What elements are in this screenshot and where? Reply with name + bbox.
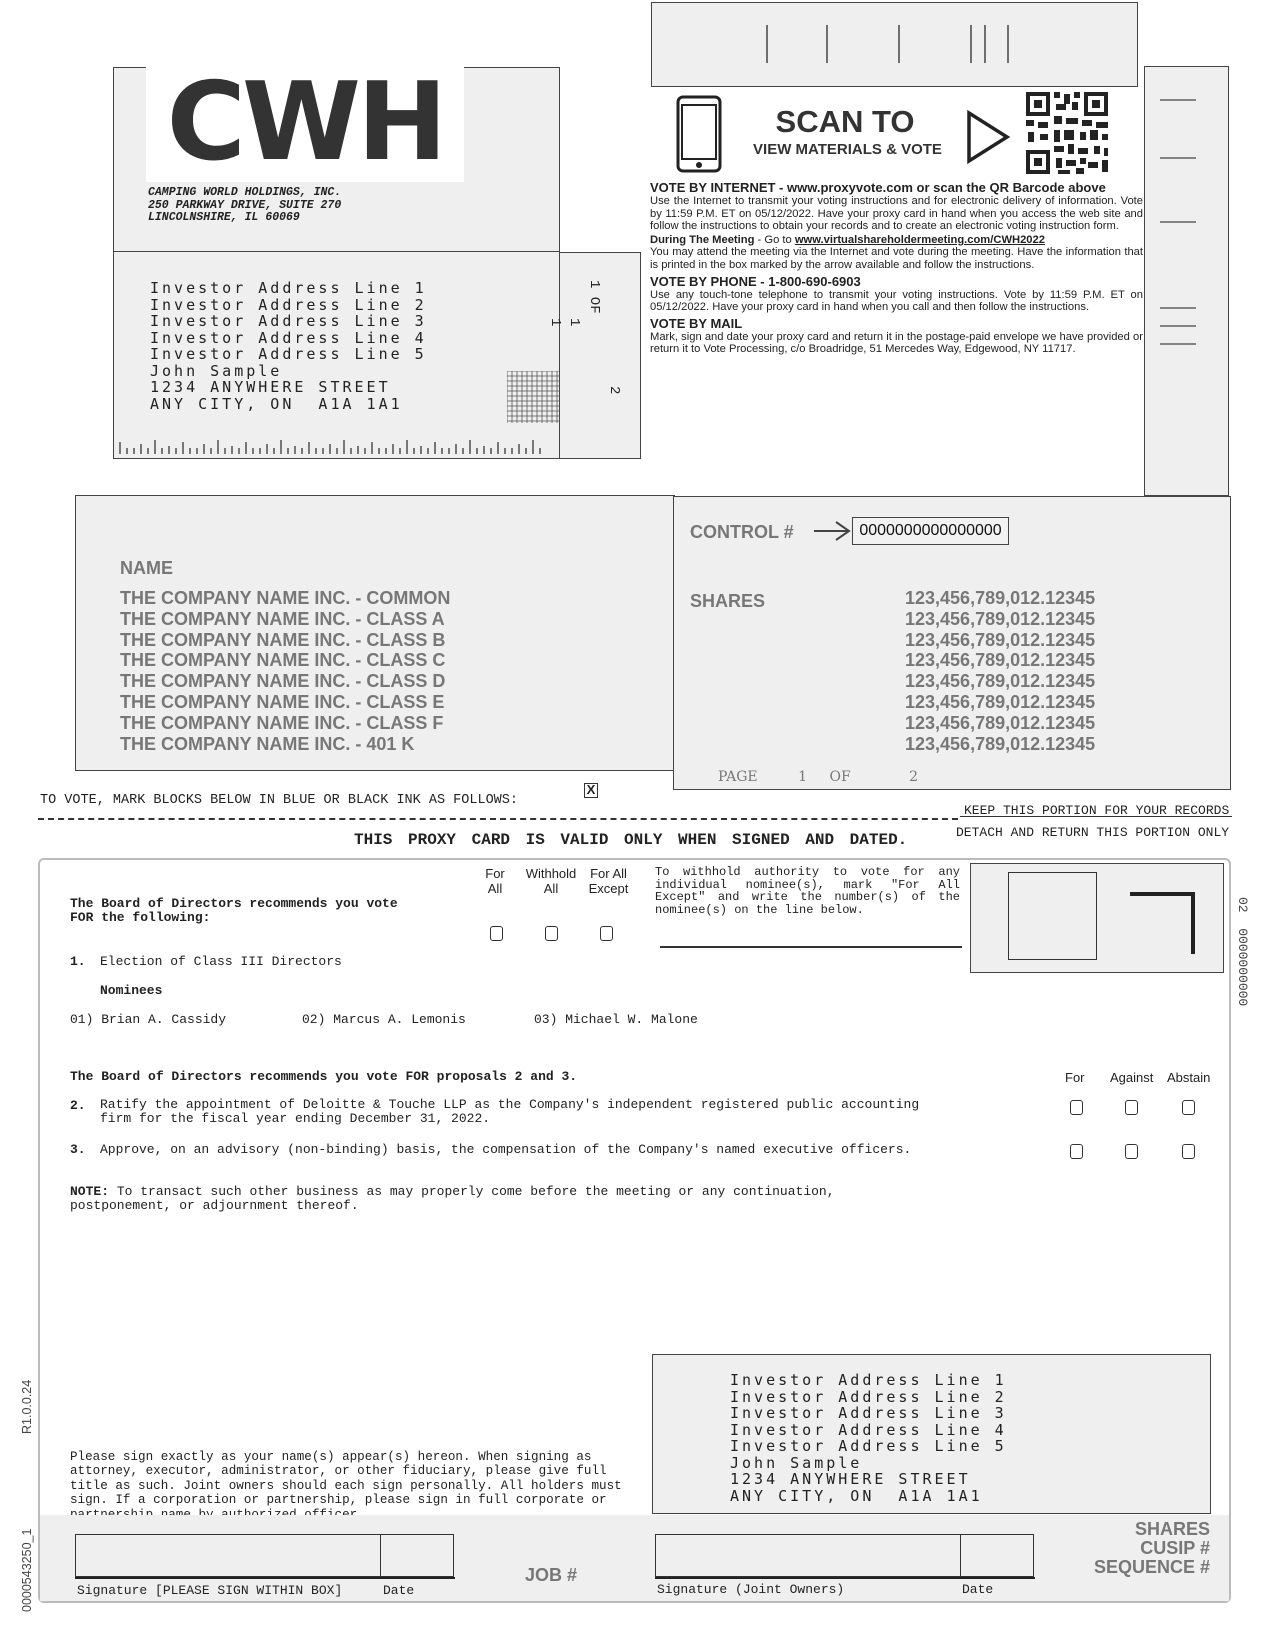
item-3-abstain-checkbox[interactable] [1182,1144,1195,1159]
meta-shares: SHARES [1134,1519,1210,1539]
investor-line: Investor Address Line 4 [150,328,427,347]
holding-names [120,588,450,754]
control-label: CONTROL # [690,522,794,542]
control-number: 0000000000000000 [859,522,1002,539]
withhold-note: To withhold authority to vote for any individual nominee(s), mark "For All Except" and write the number(s) of the nominee(s) on the line below. [655,865,960,917]
arrow-right-icon [812,520,852,542]
return-portion-text: DETACH AND RETURN THIS PORTION ONLY [956,825,1230,840]
company-address-2: LINCOLNSHIRE, IL 60069 [148,211,300,224]
share-amount: 123,456,789,012.12345 [905,629,1096,650]
holding-name: THE COMPANY NAME INC. - CLASS C [120,650,446,671]
for-all-checkbox[interactable] [490,926,503,941]
investor-line: ANY CITY, ON A1A 1A1 [150,394,403,413]
holding-name: THE COMPANY NAME INC. - COMMON [120,588,451,608]
item-2-for-checkbox[interactable] [1070,1100,1083,1115]
shares-label: SHARES [690,591,766,611]
col-for-all: For All [485,866,505,896]
col-for: For [1065,1070,1085,1085]
company-name: CAMPING WORLD HOLDINGS, INC. [148,186,342,199]
share-amount: 123,456,789,012.12345 [905,733,1096,754]
scan-title: SCAN TO [775,104,915,139]
signature-label: Signature [PLEASE SIGN WITHIN BOX] [77,1583,343,1598]
investor-line: Investor Address Line 1 [730,1371,1007,1389]
item-1-number: 1. [70,954,86,969]
investor-line: Investor Address Line 3 [730,1404,1007,1422]
note-label: NOTE: [70,1184,110,1199]
page-indicator [718,769,918,785]
share-amount: 123,456,789,012.12345 [905,650,1096,671]
share-amount: 123,456,789,012.12345 [905,671,1096,692]
col-against: Against [1110,1070,1154,1085]
meeting-heading: During The Meeting [650,233,755,246]
date-box[interactable] [380,1534,454,1577]
detach-line [38,818,958,820]
internet-body: Use the Internet to transmit your voting instructions and for electronic delivery of information. Vote by 11:59 P.M. ET on 05/12/2022. Have your proxy card in hand when you access the web site and follow the instructions to obtain your records and to create an electronic voting instruction form. [650,195,1143,233]
sig2-underline [655,1577,1035,1579]
page-of: OF [829,769,851,785]
meta-labels [1050,1520,1210,1577]
right-margin-lines [1160,90,1200,350]
share-amount: 123,456,789,012.12345 [905,691,1096,712]
nominee-1: 01) Brian A. Cassidy [70,1012,227,1027]
logo-text: CWH [166,60,444,185]
item-3-number: 3. [70,1142,86,1157]
holding-name: THE COMPANY NAME INC. - CLASS F [120,712,444,733]
meeting-url-link[interactable]: www.virtualshareholdermeeting.com/CWH2022 [794,233,1045,246]
col-withhold-all: Withhold All [525,866,577,896]
phone-heading: VOTE BY PHONE - 1-800-690-6903 [650,273,861,289]
voting-instructions [650,180,1143,356]
signing-instructions: Please sign exactly as your name(s) appear(s) hereon. When signing as attorney, executor, administrator, or other fiduciary, please give full title as such. Joint owners should each sign personally. All holders must sign. If a corporation or partnership, please sign in full corporate or [70,1450,622,1508]
share-amounts [905,588,1095,754]
investor-line: 1234 ANYWHERE STREET [150,378,391,396]
name-label: NAME [120,558,173,578]
valid-notice: THIS PROXY CARD IS VALID ONLY WHEN SIGNED AND DATED. [354,831,908,849]
sig1-underline [75,1577,455,1579]
company-logo [146,60,464,185]
share-amount: 123,456,789,012.12345 [905,608,1096,629]
inner-square [1008,872,1097,960]
phone-icon [676,95,722,173]
play-arrow-icon [965,109,1011,165]
item-3-text: Approve, on an advisory (non-binding) basis, the compensation of the Company's named executive officers. [100,1142,912,1157]
item-2-number: 2. [70,1098,86,1113]
control-number-box [852,517,1009,545]
note [70,1185,920,1213]
investor-line: Investor Address Line 3 [150,312,427,330]
meeting-body: You may attend the meeting via the Internet and vote during the meeting. Have the information that is printed in the box marked by the arrow available and follow the instructions. [650,246,1143,271]
right-vertical-code: 02 0000000000 [1235,897,1250,1007]
withhold-write-line[interactable] [660,946,962,948]
investor-line: Investor Address Line 1 [150,279,427,297]
investor-line: Investor Address Line 4 [730,1420,1007,1439]
corner-mark [1130,891,1196,955]
holding-name: THE COMPANY NAME INC. - CLASS E [120,691,445,712]
page-number: 1 [798,769,808,785]
holding-name: THE COMPANY NAME INC. - 401 K [120,733,415,754]
nominee-2: 02) Marcus A. Lemonis [302,1012,466,1027]
mail-body: Mark, sign and date your proxy card and return it in the postage-paid envelope we have provided or return it to Vote Processing, c/o Broadridge, 51 Mercedes Way, Edgewood, NY 11717. [650,330,1143,356]
left-vertical-code-1: 0000543250_1 [20,1528,34,1612]
side-mark-b: 1 [566,318,582,327]
grid-mark [507,371,559,423]
item-3-against-checkbox[interactable] [1125,1144,1138,1159]
share-amount: 123,456,789,012.12345 [905,588,1096,608]
keep-portion-text: KEEP THIS PORTION FOR YOUR RECORDS [964,803,1230,818]
share-amount: 123,456,789,012.12345 [905,712,1096,733]
meta-sequence: SEQUENCE # [1093,1557,1210,1577]
joint-date-box[interactable] [960,1534,1034,1577]
for-all-except-checkbox[interactable] [600,926,613,941]
page-label: PAGE [718,769,758,785]
mark-instruction: TO VOTE, MARK BLOCKS BELOW IN BLUE OR BLACK INK AS FOLLOWS: [40,793,518,808]
holding-name: THE COMPANY NAME INC. - CLASS A [120,608,445,629]
investor-line: Investor Address Line 2 [730,1387,1007,1406]
mail-heading: VOTE BY MAIL [650,315,743,331]
side-mark-a: 1 OF [586,280,602,314]
item-3-for-checkbox[interactable] [1070,1144,1083,1159]
scan-subtitle: VIEW MATERIALS & VOTE [753,141,942,158]
nominee-3: 03) Michael W. Malone [534,1012,698,1027]
recommendation-2: The Board of Directors recommends you vote FOR proposals 2 and 3. [70,1069,578,1084]
company-return-address [148,187,341,225]
item-2-against-checkbox[interactable] [1125,1100,1138,1115]
nominees-label: Nominees [100,983,163,998]
left-vertical-code-2: R1.0.0.24 [20,1379,34,1434]
investor-line: John Sample [730,1453,863,1472]
joint-signature-box[interactable] [655,1534,961,1577]
investor-line: John Sample [150,361,283,380]
note-text: To transact such other business as may properly come before the meeting or any continuation, postponement, or adjournment thereof. [70,1184,835,1213]
investor-line: Investor Address Line 2 [150,295,427,314]
withhold-all-checkbox[interactable] [545,926,558,941]
date-label: Date [383,1583,415,1598]
job-number-label: JOB # [525,1565,578,1585]
joint-date-label: Date [962,1582,994,1597]
mark-example: X [586,782,596,797]
item-1-text: Election of Class III Directors [100,954,342,969]
col-abstain: Abstain [1167,1070,1211,1085]
signature-box[interactable] [75,1534,381,1577]
investor-address-top [150,280,427,412]
item-2-text: Ratify the appointment of Deloitte & Touche LLP as the Company's independent registered public accounting firm for the fiscal year ending December 31, 2022. [100,1097,920,1126]
qr-code-icon[interactable] [1024,90,1110,176]
investor-line: 1234 ANYWHERE STREET [730,1470,971,1488]
investor-line: Investor Address Line 5 [730,1437,1007,1455]
internet-heading: VOTE BY INTERNET - www.proxyvote.com or scan the QR Barcode above [650,180,1106,195]
ruler-ticks [118,436,544,456]
side-mark-d: 2 [606,386,622,395]
investor-line: ANY CITY, ON A1A 1A1 [730,1486,983,1505]
page-total: 2 [909,769,919,785]
meta-cusip: CUSIP # [1140,1538,1210,1558]
phone-body: Use any touch-tone telephone to transmit your voting instructions. Vote by 11:59 P.M. ET on 05/12/2022. Have your proxy card in hand when you call and then follow the instructions. [650,288,1143,314]
company-address-1: 250 PARKWAY DRIVE, SUITE 270 [148,198,342,212]
side-mark-c: 1 [547,318,563,327]
investor-address-bottom [730,1372,1007,1504]
recommendation-1: The Board of Directors recommends you vote FOR the following: [70,896,398,925]
postal-barcode [760,25,1020,65]
joint-signature-label: Signature (Joint Owners) [657,1582,845,1597]
meeting-goto: - Go to [754,233,795,246]
investor-line: Investor Address Line 5 [150,345,427,363]
holding-name: THE COMPANY NAME INC. - CLASS D [120,671,446,692]
col-for-all-except: For All Except [588,866,629,896]
mark-example-box [584,783,598,798]
item-2-abstain-checkbox[interactable] [1182,1100,1195,1115]
address-divider [113,251,560,252]
holding-name: THE COMPANY NAME INC. - CLASS B [120,629,446,650]
